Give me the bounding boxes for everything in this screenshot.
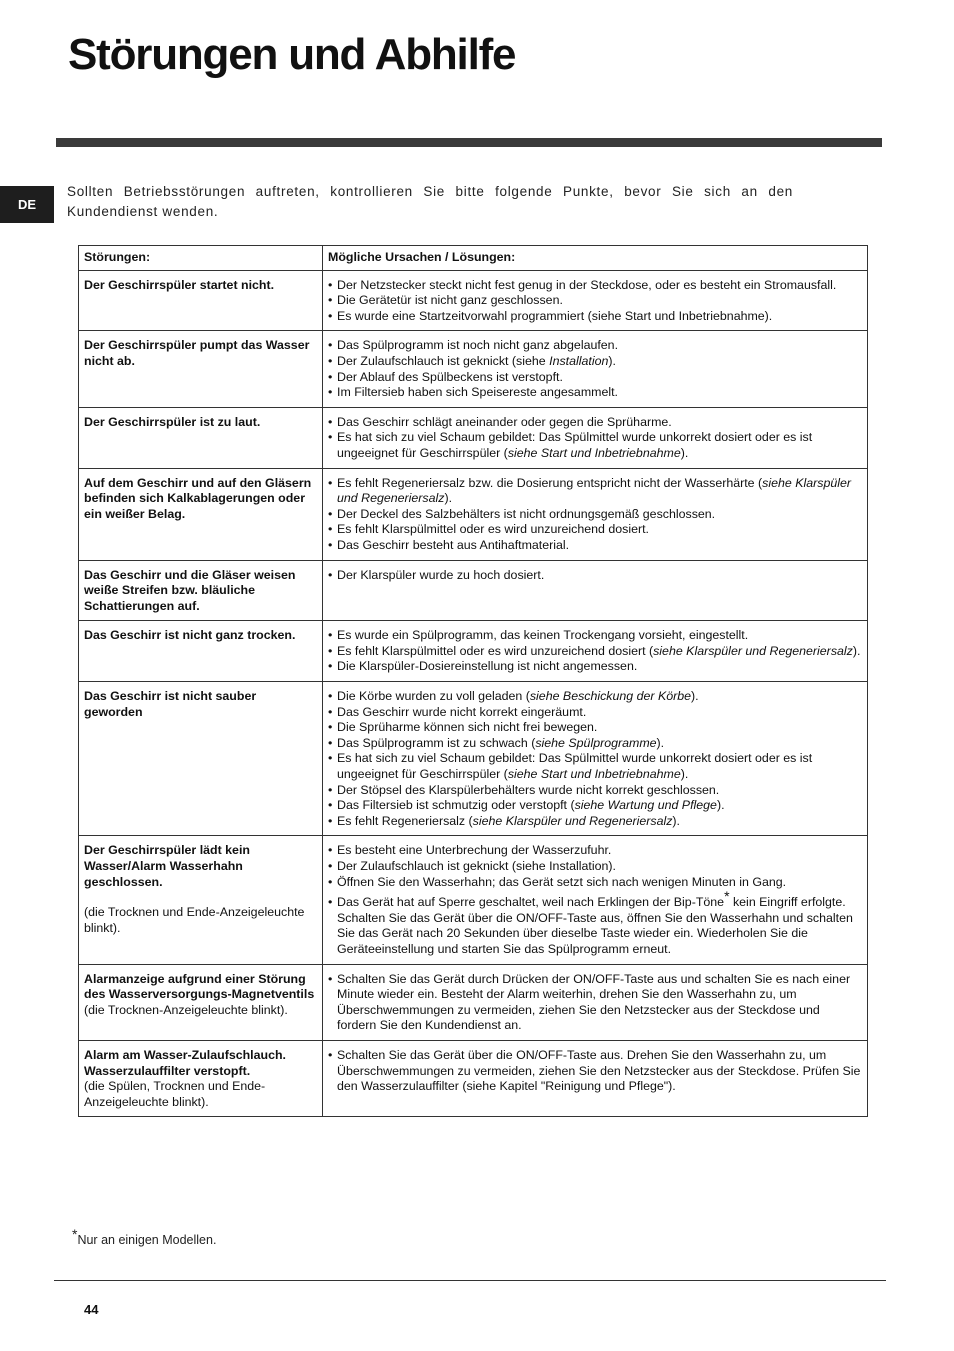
solution-item: [328, 689, 862, 705]
solution-text: Im Filtersieb haben sich Speisereste angesammelt.: [337, 385, 618, 400]
solution-item: [328, 430, 862, 461]
fault-title: Der Geschirrspüler ist zu laut.: [84, 414, 261, 429]
solutions-list: [328, 476, 862, 554]
solution-text: Es hat sich zu viel Schaum gebildet: Das Spülmittel wurde unkorrekt dosiert oder es ist ungeeignet für Geschirrspüler (: [337, 751, 813, 782]
solution-text: Schalten Sie das Gerät durch Drücken der ON/OFF-Taste aus und schalten Sie es nach einer Minute wieder ein. Besteht der Alarm weiterhin, drehen Sie den Wasserhahn zu, um Überschwemmungen zu vermeiden, ziehen Sie den Netzstecker aus der Steckdose und fordern Sie den Kundendienst an.: [337, 971, 851, 1033]
solution-text: Es fehlt Regeneriersalz (: [337, 813, 473, 828]
solution-item: [328, 859, 862, 875]
header-solutions: Mögliche Ursachen / Lösungen:: [323, 246, 868, 271]
solutions-list: [328, 972, 862, 1034]
intro-text: Sollten Betriebsstörungen auftreten, kontrollieren Sie bitte folgende Punkte, bevor Sie sich an den Kundendienst wenden.: [67, 184, 793, 219]
solution-item: [328, 309, 862, 325]
table-row: [79, 560, 868, 621]
footnote-text: Nur an einigen Modellen.: [77, 1233, 217, 1248]
solution-item: [328, 522, 862, 538]
section-reference: siehe Beschickung der Körbe: [529, 689, 692, 704]
table-row: [79, 682, 868, 836]
solution-item: [328, 628, 862, 644]
fault-cell: [79, 836, 323, 964]
solution-item: [328, 538, 862, 554]
solution-text: Der Deckel des Salzbehälters ist nicht ordnungsgemäß geschlossen.: [337, 506, 716, 521]
solutions-cell: [323, 621, 868, 682]
solutions-list: [328, 415, 862, 462]
solution-item: [328, 1048, 862, 1095]
solutions-cell: [323, 407, 868, 468]
fault-title: Das Geschirr ist nicht sauber geworden: [84, 689, 257, 719]
table-header-row: [79, 246, 868, 271]
solution-item: [328, 338, 862, 354]
solution-text: Es wurde eine Startzeitvorwahl programmiert (siehe Start und Inbetriebnahme).: [337, 308, 773, 323]
solution-text: Der Klarspüler wurde zu hoch dosiert.: [337, 567, 545, 582]
section-reference: siehe Spülprogramme: [535, 735, 657, 750]
solutions-cell: [323, 682, 868, 836]
section-reference: siehe Start und Inbetriebnahme: [507, 445, 681, 460]
solution-item: [328, 798, 862, 814]
fault-cell: [79, 682, 323, 836]
solution-text: Die Klarspüler-Dosiereinstellung ist nicht angemessen.: [337, 659, 638, 674]
solution-text: Die Gerätetür ist nicht ganz geschlossen.: [337, 293, 563, 308]
solution-text-end: kein Eingriff erfolgte. Schalten Sie das Gerät über die ON/OFF-Taste aus, öffnen Sie den Wasserhahn und schalten Sie das Gerät nach 20 Sekunden über dieselbe Taste wieder ein. Wiederholen Sie die Geräteeinstellung und starten Sie das Spülprogramm erneut.: [337, 895, 853, 956]
solution-text: Der Zulaufschlauch ist geknickt (siehe Installation).: [337, 859, 616, 873]
solution-text-end: ).: [852, 643, 861, 658]
solution-text: Es fehlt Klarspülmittel oder es wird unzureichend dosiert.: [337, 522, 649, 537]
fault-title: Der Geschirrspüler pumpt das Wasser nicht ab.: [84, 338, 310, 368]
solution-text: Der Ablauf des Spülbeckens ist verstopft.: [337, 369, 563, 384]
solution-text-end: ).: [680, 767, 689, 782]
footnote-marker: *: [724, 888, 730, 905]
solution-item: [328, 476, 862, 507]
solutions-cell: [323, 331, 868, 407]
solution-text: Das Geschirr schlägt aneinander oder gegen die Sprüharme.: [337, 414, 672, 429]
solution-item: [328, 659, 862, 675]
solution-text: Das Spülprogramm ist noch nicht ganz abgelaufen.: [337, 338, 619, 353]
solution-text: Das Filtersieb ist schmutzig oder verstopft (: [337, 798, 575, 813]
page-title: Störungen und Abhilfe: [68, 30, 516, 79]
solutions-list: [328, 843, 862, 957]
fault-cell: [79, 560, 323, 621]
solution-item: [328, 278, 862, 294]
table-row: [79, 407, 868, 468]
fault-note: (die Trocknen und Ende-Anzeigeleuchte blinkt).: [84, 905, 305, 935]
footnote: [72, 1226, 216, 1247]
solution-text: Das Gerät hat auf Sperre geschaltet, weil nach Erklingen der Bip-Töne: [337, 895, 725, 910]
solution-text: Das Spülprogramm ist zu schwach (: [337, 735, 536, 750]
table-row: [79, 621, 868, 682]
solutions-list: [328, 568, 862, 584]
section-reference: Installation: [549, 353, 609, 368]
solution-text: Die Körbe wurden zu voll geladen (: [337, 689, 530, 704]
solution-text-end: ).: [656, 735, 665, 750]
solution-item: [328, 354, 862, 370]
solution-text: Schalten Sie das Gerät über die ON/OFF-Taste aus. Drehen Sie den Wasserhahn zu, um Überschwemmungen zu vermeiden, ziehen Sie den Netzstecker aus der Steckdose. Prüfen Sie den Wasserzulauffilter (siehe Kapitel "Reinigung und Pflege").: [337, 1047, 861, 1094]
header-fault: Störungen:: [79, 246, 323, 271]
solution-item: [328, 705, 862, 721]
solutions-list: [328, 338, 862, 400]
solutions-cell: [323, 1040, 868, 1116]
fault-title: Das Geschirr und die Gläser weisen weiße Streifen bzw. bläuliche Schattierungen auf.: [84, 567, 296, 613]
solutions-cell: [323, 468, 868, 560]
fault-title: Der Geschirrspüler lädt kein Wasser/Alarm Wasserhahn geschlossen.: [84, 843, 250, 889]
footnote-star: *: [72, 1226, 78, 1242]
table-row: [79, 270, 868, 331]
fault-cell: [79, 407, 323, 468]
solution-item: [328, 888, 862, 957]
language-tab: DE: [0, 186, 54, 223]
solution-text: Das Geschirr wurde nicht korrekt eingeräumt.: [337, 704, 587, 719]
solution-item: [328, 370, 862, 386]
fault-title: Alarm am Wasser-Zulaufschlauch. Wasserzulauffilter verstopft.: [84, 1047, 286, 1078]
table-row: [79, 964, 868, 1040]
solutions-list: [328, 278, 862, 325]
section-reference: siehe Wartung und Pflege: [574, 798, 717, 813]
solution-text: Der Zulaufschlauch ist geknickt (siehe: [337, 353, 550, 368]
solution-item: [328, 783, 862, 799]
fault-title: Der Geschirrspüler startet nicht.: [84, 277, 275, 292]
solutions-cell: [323, 270, 868, 331]
solution-item: [328, 507, 862, 523]
solution-text: Der Netzstecker steckt nicht fest genug in der Steckdose, oder es besteht ein Stromausfall.: [337, 277, 837, 292]
section-reference: siehe Klarspüler und Regeneriersalz: [337, 475, 852, 506]
solution-text: Es hat sich zu viel Schaum gebildet: Das Spülmittel wurde unkorrekt dosiert oder es ist ungeeignet für Geschirrspüler (: [337, 430, 813, 460]
solutions-cell: [323, 964, 868, 1040]
solution-item: [328, 568, 862, 584]
solution-text-end: ).: [716, 798, 725, 813]
section-reference: siehe Start und Inbetriebnahme: [507, 767, 681, 782]
table-row: [79, 331, 868, 407]
title-divider: [56, 138, 882, 147]
solution-item: [328, 972, 862, 1034]
troubleshooting-table: [78, 245, 868, 1117]
solution-text: Der Stöpsel des Klarspülerbehälters wurde nicht korrekt geschlossen.: [337, 782, 720, 797]
table-row: [79, 468, 868, 560]
solution-item: [328, 875, 862, 891]
solution-item: [328, 385, 862, 401]
solutions-cell: [323, 560, 868, 621]
solution-text-end: ).: [444, 491, 453, 506]
solution-item: [328, 720, 862, 736]
fault-cell: [79, 468, 323, 560]
fault-cell: [79, 1040, 323, 1116]
solution-text: Die Sprüharme können sich nicht frei bewegen.: [337, 720, 598, 735]
fault-note: (die Spülen, Trocknen und Ende-Anzeigeleuchte blinkt).: [84, 1079, 266, 1109]
solution-text: Es wurde ein Spülprogramm, das keinen Trockengang vorsieht, eingestellt.: [337, 628, 749, 643]
solution-text-end: ).: [691, 689, 699, 704]
solution-item: [328, 751, 862, 782]
fault-cell: [79, 621, 323, 682]
fault-title: Das Geschirr ist nicht ganz trocken.: [84, 628, 296, 643]
solution-item: [328, 814, 862, 830]
table-row: [79, 1040, 868, 1116]
fault-note: (die Trocknen-Anzeigeleuchte blinkt).: [84, 1002, 288, 1017]
solution-text: Es fehlt Klarspülmittel oder es wird unzureichend dosiert (: [337, 643, 654, 658]
fault-cell: [79, 270, 323, 331]
solutions-list: [328, 628, 862, 675]
footer-divider: [54, 1280, 886, 1281]
solutions-list: [328, 1048, 862, 1095]
fault-title: Auf dem Geschirr und auf den Gläsern befinden sich Kalkablagerungen oder ein weißer Belag.: [84, 475, 312, 521]
solution-text-end: ).: [608, 353, 616, 368]
table-row: [79, 836, 868, 964]
solution-item: [328, 293, 862, 309]
solution-item: [328, 415, 862, 431]
solution-item: [328, 644, 862, 660]
solution-item: [328, 736, 862, 752]
solution-item: [328, 843, 862, 859]
solution-text: Es besteht eine Unterbrechung der Wasserzufuhr.: [337, 843, 612, 858]
section-reference: siehe Klarspüler und Regeneriersalz: [472, 813, 673, 828]
solution-text: Öffnen Sie den Wasserhahn; das Gerät setzt sich nach wenigen Minuten in Gang.: [337, 874, 787, 889]
fault-cell: [79, 331, 323, 407]
section-reference: siehe Klarspüler und Regeneriersalz: [653, 643, 853, 658]
solutions-cell: [323, 836, 868, 964]
fault-title: Alarmanzeige aufgrund einer Störung des Wasserversorgungs-Magnetventils: [84, 971, 315, 1002]
solutions-list: [328, 689, 862, 829]
page-number: 44: [84, 1302, 99, 1317]
solution-text-end: ).: [680, 445, 689, 460]
solution-text: Das Geschirr besteht aus Antihaftmaterial.: [337, 537, 570, 552]
solution-text: Es fehlt Regeneriersalz bzw. die Dosierung entspricht nicht der Wasserhärte (: [337, 475, 763, 490]
fault-cell: [79, 964, 323, 1040]
solution-text-end: ).: [672, 813, 680, 828]
